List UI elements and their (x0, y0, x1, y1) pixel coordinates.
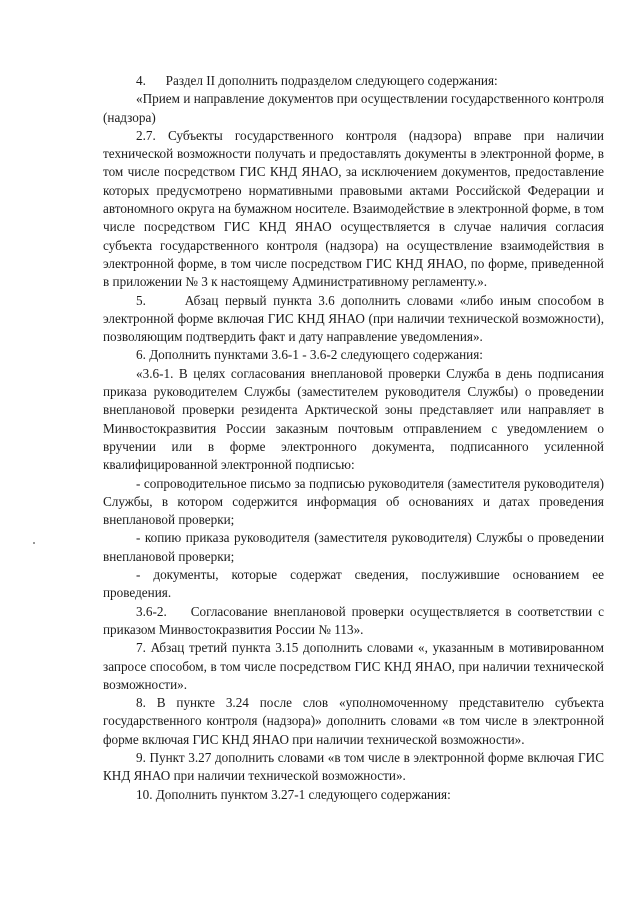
list-item-order-copy: - копию приказа руководителя (заместителя руководителя) Службы о проведении внеплановой проверки; (103, 530, 604, 564)
paragraph-clause-3-6-1: «3.6-1. В целях согласования внеплановой проверки Служба в день подписания приказа руководителем Службы (заместителем руководителя Службы) о проведении внеплановой проверки резидента Арктической зоны представляет или направляет в Минвостокразвития России заказным почтовым отправлением с уведомлением о вручении или в форме электронного документа, подписанного усиленной квалифицированной электронной подписью: (103, 365, 604, 473)
paragraph-item-9: 9. Пункт 3.27 дополнить словами «в том числе в электронной форме включая ГИС КНД ЯНАО при наличии технической возможности». (103, 749, 604, 784)
paragraph-item-4: 4. Раздел II дополнить подразделом следующего содержания: (136, 73, 498, 88)
paragraph-item-5: 5. Абзац первый пункта 3.6 дополнить словами «либо иным способом в электронной форме включая ГИС КНД ЯНАО (при наличии технической возможности), позволяющим подтвердить факт и дату направление уведомления». (103, 292, 604, 345)
scan-speck (33, 542, 35, 544)
paragraph-item-8: 8. В пункте 3.24 после слов «уполномоченному представителю субъекта государственного контроля (надзора)» дополнить словами «в том числе в электронной форме включая ГИС КНД ЯНАО при наличии технической возможности». (103, 695, 604, 747)
paragraph-item-10: 10. Дополнить пунктом 3.27-1 следующего содержания: (136, 786, 451, 802)
paragraph-item-7: 7. Абзац третий пункта 3.15 дополнить словами «, указанным в мотивированном запросе способом, в том числе посредством ГИС КНД ЯНАО, при наличии технической возможности». (103, 640, 604, 692)
paragraph-clause-3-6-2: 3.6-2. Согласование внеплановой проверки осуществляется в соответствии с приказом Минвостокразвития России № 113». (103, 603, 604, 637)
paragraph-clause-2-7: 2.7. Субъекты государственного контроля (надзора) вправе при наличии технической возможности получать и предоставлять документы в электронной форме, в том числе посредством ГИС КНД ЯНАО, за исключением документов, предоставление которых предусмотрено нормативными правовыми актами Российской Федерации и автономного округа на бумажном носителе. Взаимодействие в электронной форме, в том числе посредством ГИС КНД ЯНАО осуществляется в случае наличия согласия субъекта государственного контроля (надзора) на осуществление взаимодействия в электронной форме, в том числе посредством ГИС КНД ЯНАО, по форме, приведенной в приложении № 3 к настоящему Административному регламенту.». (103, 127, 604, 290)
paragraph-item-6: 6. Дополнить пунктами 3.6-1 - 3.6-2 следующего содержания: (136, 347, 483, 363)
list-item-cover-letter: - сопроводительное письмо за подписью руководителя (заместителя руководителя) Службы, в котором содержится информация об основаниях и датах проведения внеплановой проверки; (103, 475, 604, 528)
paragraph-subsection-title: «Прием и направление документов при осуществлении государственного контроля (надзора) (103, 91, 604, 125)
list-item-documents: - документы, которые содержат сведения, послужившие основанием ее проведения. (103, 567, 604, 601)
